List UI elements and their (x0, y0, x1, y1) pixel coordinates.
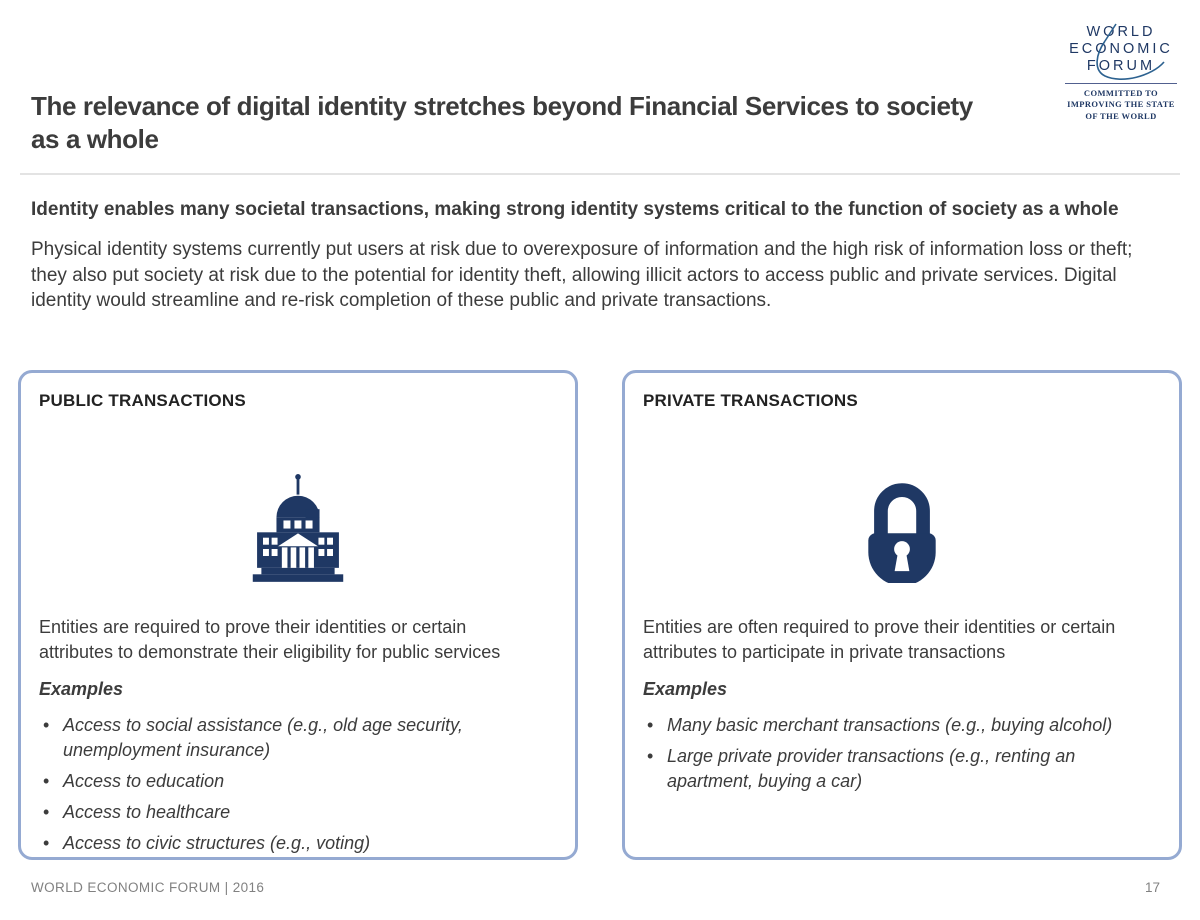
public-card-icon-area (39, 411, 557, 615)
bullet-item: • Large private provider transactions (e.g., renting an apartment, buying a car) (643, 744, 1143, 794)
private-card-icon-area (643, 411, 1161, 615)
private-card-examples-label: Examples (643, 679, 728, 699)
private-card-bullet-list (643, 713, 1161, 794)
bullet-item: • Many basic merchant transactions (e.g., buying alcohol) (643, 713, 1143, 738)
wef-logo-line3: FORUM (1086, 58, 1156, 74)
intro-paragraph: Physical identity systems currently put users at risk due to overexposure of information and the high risk of information loss or theft; they also put society at risk due to the potential for identity theft, allowing illicit actors to access public and private services. Digital identity would streamline and re-risk completion of these public and private transactions. (31, 239, 1133, 311)
intro-subtitle: Identity enables many societal transactions, making strong identity systems critical to the function of society as a whole (31, 199, 1119, 220)
padlock-icon (862, 473, 942, 583)
wef-logo-tagline: COMMITTED TO IMPROVING THE STATE OF THE WORLD (1067, 88, 1175, 121)
private-transactions-card (622, 370, 1182, 860)
public-transactions-card (18, 370, 578, 860)
public-card-description: Entities are required to prove their identities or certain attributes to demonstrate their eligibility for public services (39, 617, 501, 662)
page-number: 17 (1144, 880, 1160, 895)
wef-logo-line2: ECONOMIC (1069, 41, 1173, 57)
public-card-examples-label: Examples (39, 679, 124, 699)
private-card-description: Entities are often required to prove their identities or certain attributes to participate in private transactions (643, 617, 1116, 662)
wef-logo-line1: WORLD (1086, 24, 1156, 40)
public-card-bullet-list (39, 713, 557, 856)
bullet-item: • Access to civic structures (e.g., voting) (39, 831, 539, 856)
wef-logo (1060, 24, 1182, 122)
bullet-item: • Access to social assistance (e.g., old age security, unemployment insurance) (39, 713, 539, 763)
bullet-item: • Access to education (39, 769, 539, 794)
title-divider (20, 173, 1180, 175)
wef-logo-divider (1065, 83, 1177, 84)
public-card-header: PUBLIC TRANSACTIONS (39, 391, 246, 410)
private-card-header: PRIVATE TRANSACTIONS (643, 391, 858, 410)
page-title: The relevance of digital identity stretches beyond Financial Services to society as a whole (31, 91, 973, 154)
bullet-item: • Access to healthcare (39, 800, 539, 825)
government-building-icon (244, 472, 352, 584)
transaction-cards (18, 370, 1182, 860)
footer-attribution: WORLD ECONOMIC FORUM | 2016 (31, 880, 265, 895)
wef-logo-wordmark (1060, 24, 1182, 75)
